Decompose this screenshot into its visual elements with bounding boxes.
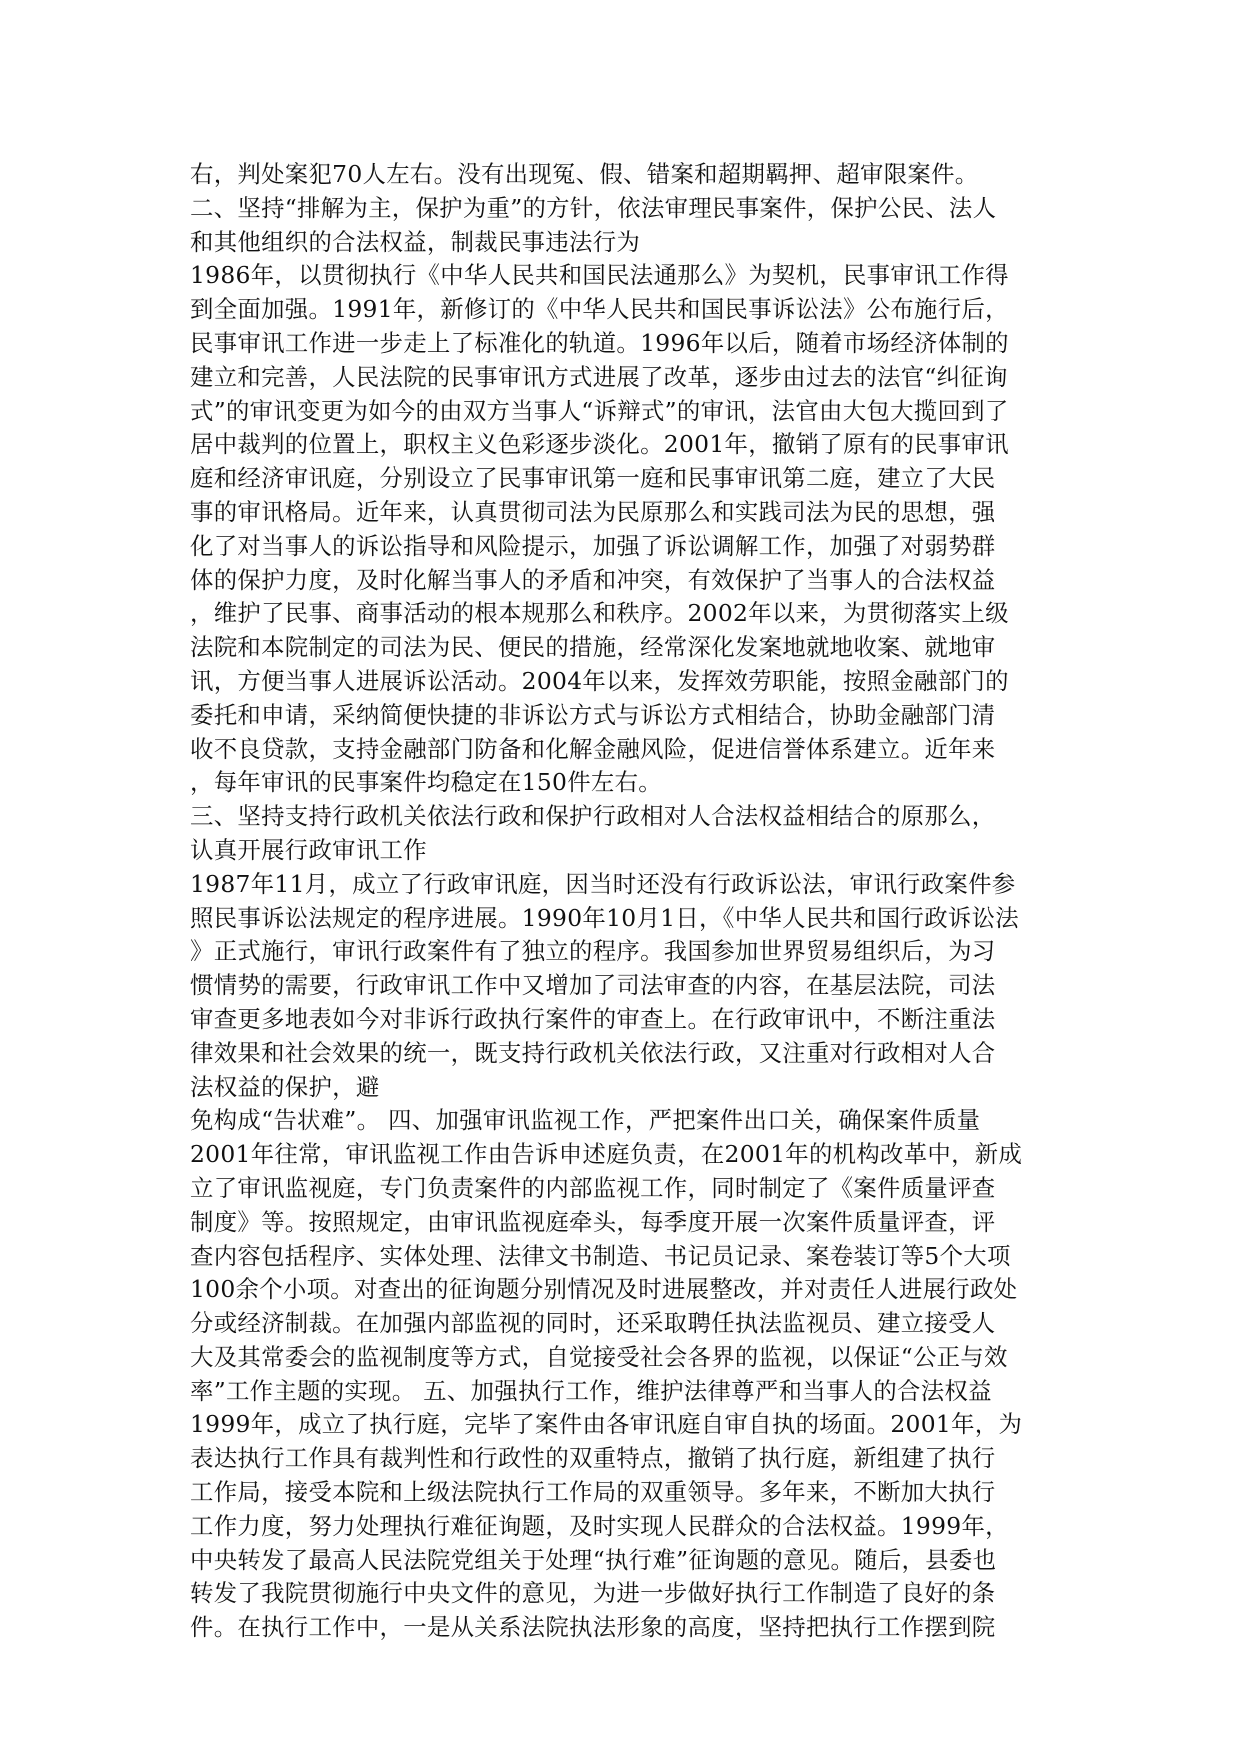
- document-body: [190, 158, 1052, 1645]
- text-line: 建立和完善，人民法院的民事审讯方式进展了改革，逐步由过去的法官“纠征询: [190, 362, 1008, 391]
- text-line: 到全面加强。1991年，新修订的《中华人民共和国民事诉讼法》公布施行后，: [190, 295, 1009, 324]
- text-line: 委托和申请，采纳简便快捷的非诉讼方式与诉讼方式相结合，协助金融部门清: [190, 700, 996, 729]
- text-line: 法权益的保护，避: [190, 1072, 380, 1101]
- text-line: ，每年审讯的民事案件均稳定在150件左右。: [190, 768, 662, 797]
- text-line: 认真开展行政审讯工作: [190, 835, 427, 864]
- text-line: 民事审讯工作进一步走上了标准化的轨道。1996年以后，随着市场经济体制的: [190, 328, 1009, 357]
- text-line: 惯情势的需要，行政审讯工作中又增加了司法审查的内容，在基层法院，司法: [190, 971, 996, 1000]
- text-line: 讯，方便当事人进展诉讼活动。2004年以来，发挥效劳职能，按照金融部门的: [190, 666, 1009, 695]
- text-line: 事的审讯格局。近年来，认真贯彻司法为民原那么和实践司法为民的思想，强: [190, 497, 996, 526]
- text-line: 工作局，接受本院和上级法院执行工作局的双重领导。多年来，不断加大执行: [190, 1478, 996, 1507]
- text-line: 和其他组织的合法权益，制裁民事违法行为: [190, 227, 641, 256]
- text-line: 率”工作主题的实现。 五、加强执行工作，维护法律尊严和当事人的合法权益: [190, 1376, 992, 1405]
- text-line: 审查更多地表如今对非诉行政执行案件的审查上。在行政审讯中，不断注重法: [190, 1004, 996, 1033]
- text-line: 分或经济制裁。在加强内部监视的同时，还采取聘任执法监视员、建立接受人: [190, 1309, 996, 1338]
- text-line: 2001年往常，审讯监视工作由告诉申述庭负责，在2001年的机构改革中，新成: [190, 1140, 1023, 1169]
- text-line: 100余个小项。对查出的征询题分别情况及时进展整改，并对责任人进展行政处: [190, 1275, 1018, 1304]
- text-line: 查内容包括程序、实体处理、法律文书制造、书记员记录、案卷装订等5个大项: [190, 1241, 1011, 1270]
- text-line: 》正式施行，审讯行政案件有了独立的程序。我国参加世界贸易组织后，为习: [190, 937, 996, 966]
- text-line: 体的保护力度，及时化解当事人的矛盾和冲突，有效保护了当事人的合法权益: [190, 565, 996, 594]
- text-line: 照民事诉讼法规定的程序进展。1990年10月1日，《中华人民共和国行政诉讼法: [190, 903, 1019, 932]
- text-line: 制度》等。按照规定，由审讯监视庭牵头，每季度开展一次案件质量评查，评: [190, 1207, 996, 1236]
- text-line: 右，判处案犯70人左右。没有出现冤、假、错案和超期羁押、超审限案件。: [190, 160, 979, 188]
- text-line: 二、坚持“排解为主，保护为重”的方针，依法审理民事案件，保护公民、法人: [190, 193, 997, 222]
- text-line: 法院和本院制定的司法为民、便民的措施，经常深化发案地就地收案、就地审: [190, 633, 996, 662]
- text-line: 表达执行工作具有裁判性和行政性的双重特点，撤销了执行庭，新组建了执行: [190, 1444, 996, 1473]
- text-line: 收不良贷款，支持金融部门防备和化解金融风险，促进信誉体系建立。近年来: [190, 734, 996, 763]
- text-line: 转发了我院贯彻施行中央文件的意见，为进一步做好执行工作制造了良好的条: [190, 1579, 996, 1608]
- text-line: 大及其常委会的监视制度等方式，自觉接受社会各界的监视，以保证“公正与效: [190, 1342, 1008, 1371]
- text-line: 1986年，以贯彻执行《中华人民共和国民法通那么》为契机，民事审讯工作得: [190, 261, 1009, 290]
- text-line: 件。在执行工作中，一是从关系法院执法形象的高度，坚持把执行工作摆到院: [190, 1613, 996, 1642]
- text-line: 工作力度，努力处理执行难征询题，及时实现人民群众的合法权益。1999年，: [190, 1511, 1009, 1540]
- text-line: 化了对当事人的诉讼指导和风险提示，加强了诉讼调解工作，加强了对弱势群: [190, 531, 996, 560]
- text-line: 立了审讯监视庭，专门负责案件的内部监视工作，同时制定了《案件质量评查: [190, 1173, 996, 1202]
- text-line: 1987年11月，成立了行政审讯庭，因当时还没有行政诉讼法，审讯行政案件参: [190, 869, 1016, 898]
- text-line: 中央转发了最高人民法院党组关于处理“执行难”征询题的意见。随后，县委也: [190, 1545, 997, 1574]
- text-line: 律效果和社会效果的统一，既支持行政机关依法行政，又注重对行政相对人合: [190, 1038, 996, 1067]
- text-line: ，维护了民事、商事活动的根本规那么和秩序。2002年以来，为贯彻落实上级: [190, 599, 1009, 628]
- text-line: 式”的审讯变更为如今的由双方当事人“诉辩式”的审讯，法官由大包大揽回到了: [190, 396, 1009, 425]
- text-line: 三、坚持支持行政机关依法行政和保护行政相对人合法权益相结合的原那么，: [190, 802, 996, 831]
- text-line: 1999年，成立了执行庭，完毕了案件由各审讯庭自审自执的场面。2001年，为: [190, 1410, 1023, 1439]
- text-line: 免构成“告状难”。 四、加强审讯监视工作，严把案件出口关，确保案件质量: [190, 1106, 981, 1135]
- text-line: 庭和经济审讯庭，分别设立了民事审讯第一庭和民事审讯第二庭，建立了大民: [190, 464, 996, 493]
- text-line: 居中裁判的位置上，职权主义色彩逐步淡化。2001年，撤销了原有的民事审讯: [190, 430, 1009, 459]
